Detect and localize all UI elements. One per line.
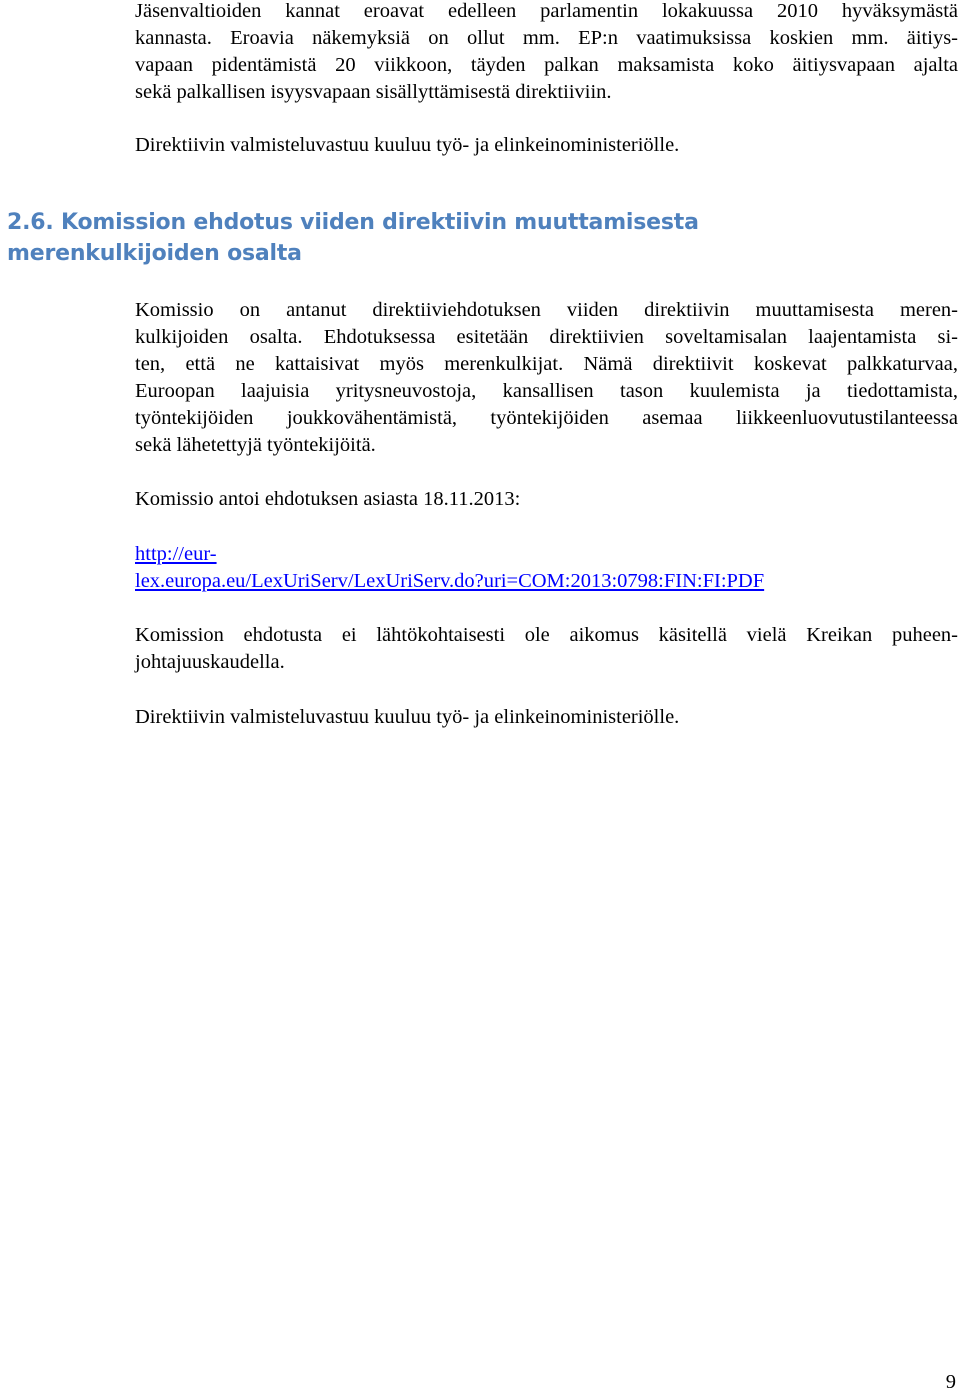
eurlex-link-line-1[interactable]: http://eur- <box>135 543 217 565</box>
proposal-date-paragraph: Komissio antoi ehdotuksen asiasta 18.11.2013: <box>135 488 521 510</box>
presidency-paragraph <box>135 622 958 676</box>
section-heading-line-1: 2.6. Komission ehdotus viiden direktiivin muuttamisesta <box>7 210 699 235</box>
proposal-line: Komissio on antanut direktiiviehdotuksen viiden direktiivin muuttamisesta meren- <box>135 299 958 321</box>
intro-line: vapaan pidentämistä 20 viikkoon, täyden palkan maksamista koko äitiysvapaan ajalta <box>135 54 958 76</box>
eurlex-link-paragraph <box>135 541 958 595</box>
proposal-line: ten, että ne kattaisivat myös merenkulkijat. Nämä direktiivit koskevat palkkaturvaa, <box>135 353 958 375</box>
presidency-line: johtajuuskaudella. <box>135 651 285 673</box>
intro-line: kannasta. Eroavia näkemyksiä on ollut mm. EP:n vaatimuksissa koskien mm. äitiys- <box>135 27 958 49</box>
proposal-line: Euroopan laajuisia yritysneuvostoja, kansallisen tason kuulemista ja tiedottamista, <box>135 380 958 402</box>
responsibility-paragraph-2: Direktiivin valmisteluvastuu kuuluu työ- ja elinkeinoministeriölle. <box>135 706 680 728</box>
proposal-line: kulkijoiden osalta. Ehdotuksessa esitetään direktiivien soveltamisalan laajentamista si- <box>135 326 958 348</box>
section-heading <box>7 207 907 269</box>
eurlex-link-line-2[interactable]: lex.europa.eu/LexUriServ/LexUriServ.do?uri=COM:2013:0798:FIN:FI:PDF <box>135 570 765 592</box>
proposal-paragraph <box>135 297 958 459</box>
intro-line: sekä palkallisen isyysvapaan sisällyttämisestä direktiiviin. <box>135 81 612 103</box>
eurlex-link[interactable] <box>135 541 958 595</box>
section-heading-line-2: merenkulkijoiden osalta <box>7 241 302 266</box>
proposal-line: sekä lähetettyjä työntekijöitä. <box>135 434 376 456</box>
intro-paragraph <box>135 0 958 106</box>
page-number: 9 <box>945 1371 956 1393</box>
intro-line: Jäsenvaltioiden kannat eroavat edelleen parlamentin lokakuussa 2010 hyväksymästä <box>135 0 958 22</box>
proposal-line: työntekijöiden joukkovähentämistä, työntekijöiden asemaa liikkeenluovutustilanteessa <box>135 407 958 429</box>
presidency-line: Komission ehdotusta ei lähtökohtaisesti ole aikomus käsitellä vielä Kreikan puheen- <box>135 624 958 646</box>
responsibility-paragraph-1: Direktiivin valmisteluvastuu kuuluu työ- ja elinkeinoministeriölle. <box>135 134 680 156</box>
